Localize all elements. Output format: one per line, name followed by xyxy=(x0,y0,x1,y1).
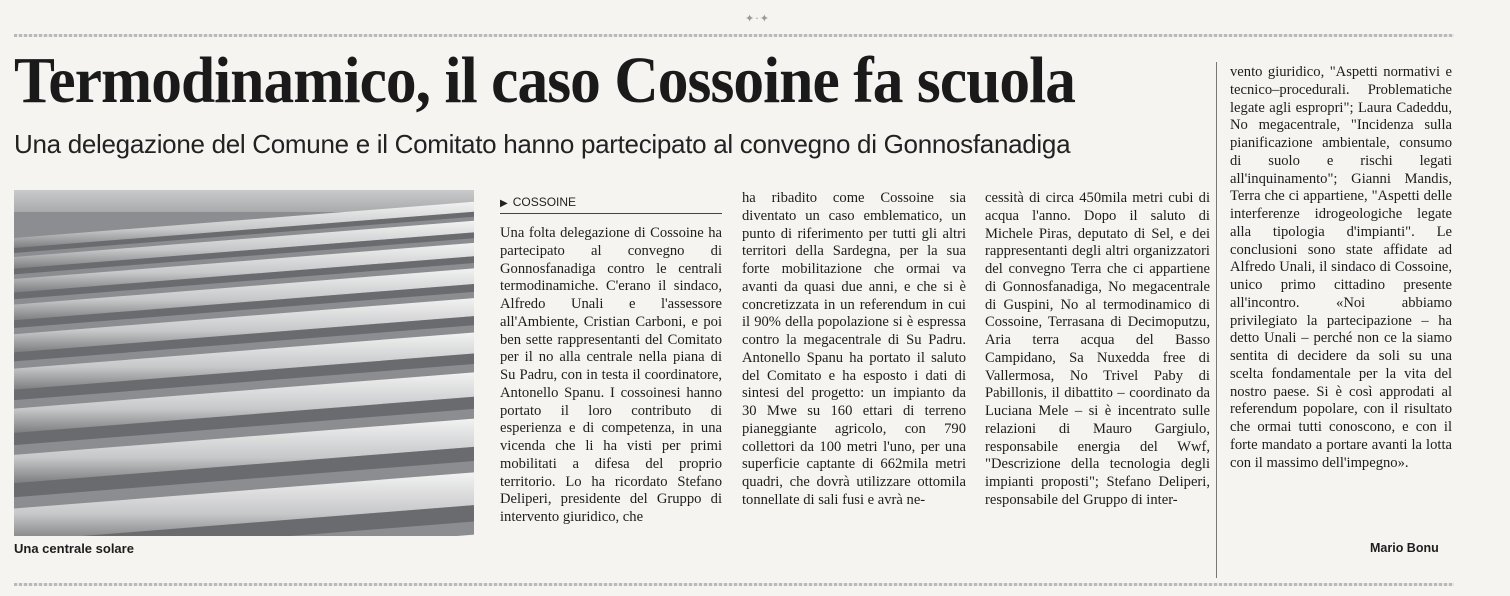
article-column-2: ha ribadito come Cossoine sia diventato un caso emblematico, un punto di riferimento per tutti gli altri territori della Sardegna, per la sua forte mobilitazione che ormai va avanti da quasi due anni, e che si è concretizzata in un referendum in cui il 90% della popolazione si è espressa contro la megacentrale di Su Padru. Antonello Spanu ha portato il saluto del Comitato e ha esposto i dati di sintesi del progetto: un impianto da 30 Mwe su 160 ettari di terreno pianeggiante agricolo, con 790 collettori da 100 metri l'uno, per una superficie captante di 662mila metri quadri, che dovrà utilizzare ottomila tonnellate di sali fusi e avrà ne- xyxy=(742,190,966,508)
bottom-border xyxy=(14,583,1454,586)
kicker-label: COSSOINE xyxy=(512,195,577,209)
article-column-3: cessità di circa 450mila metri cubi di acqua l'anno. Dopo il saluto di Michele Piras, deputato di Sel, e dei rappresentanti degli altri organizzatori del convegno Terra che ci appartiene di Gonnosfanadiga, No megacentrale di Guspini, No al termodinamico di Cossoine, Terrasana di Decimoputzu, Aria terra acqua del Basso Campidano, Sa Nuxedda free di Vallermosa, No Trivel Paby di Pabillonis, il dibattito – coordinato da Luciana Mele – si è incentrato sulle relazioni di Mauro Gargiulo, responsabile energia del Wwf, "Descrizione della tecnologia degli impianti proposti"; Stefano Deliperi, responsabile del Gruppo di inter- xyxy=(985,190,1210,508)
article-column-4: vento giuridico, "Aspetti normativi e tecnico–procedurali. Problematiche legate agli espropri"; Laura Cadeddu, No megacentrale, "Incidenza sulla pianificazione ambientale, consumo di suolo e rischi legati all'inquinamento"; Gianni Mandis, Terra che ci appartiene, "Aspetti delle interferenze idrogeologiche legate alla tipologia d'impianti". Le conclusioni sono state affidate ad Alfredo Unali, il sindaco di Cossoine, unico primo cittadino presente all'incontro. «Noi abbiamo privilegiato la partecipazione – ha detto Unali – perché non ce la siamo sentita di decidere da soli su una scelta fondamentale per la vita del nostro paese. Si è così approdati al referendum popolare, con il risultato che ormai tutti conoscono, e con il forte mandato a portare avanti la lotta con il massimo dell'impegno». xyxy=(1230,64,1452,471)
kicker-arrow-icon: ▶ xyxy=(500,198,508,209)
photo-caption: Una centrale solare xyxy=(14,541,134,556)
section-kicker xyxy=(500,194,722,214)
solar-plant-photo xyxy=(14,190,474,536)
article-column-1: Una folta delegazione di Cossoine ha partecipato al convegno di Gonnosfanadiga contro le centrali termodinamiche. C'erano il sindaco, Alfredo Unali e l'assessore all'Ambiente, Cristian Carboni, e poi ben sette rappresentanti del Comitato per il no alla centrale nella piana di Su Padru, con in testa il coordinatore, Antonello Spanu. I cossoinesi hanno portato il loro contributo di esperienza e di competenza, in una vicenda che li ha visti per primi mobilitati a difesa del proprio territorio. Lo ha ricordato Stefano Deliperi, presidente del Gruppo di intervento giuridico, che xyxy=(500,225,722,525)
headline: Termodinamico, il caso Cossoine fa scuola xyxy=(14,44,1076,117)
column-divider xyxy=(1216,62,1217,578)
author-byline: Mario Bonu xyxy=(1370,541,1439,555)
subheadline: Una delegazione del Comune e il Comitato hanno partecipato al convegno di Gonnosfanadiga xyxy=(14,129,1071,159)
top-border xyxy=(14,34,1454,37)
scan-mark: ✦·✦ xyxy=(745,12,770,25)
